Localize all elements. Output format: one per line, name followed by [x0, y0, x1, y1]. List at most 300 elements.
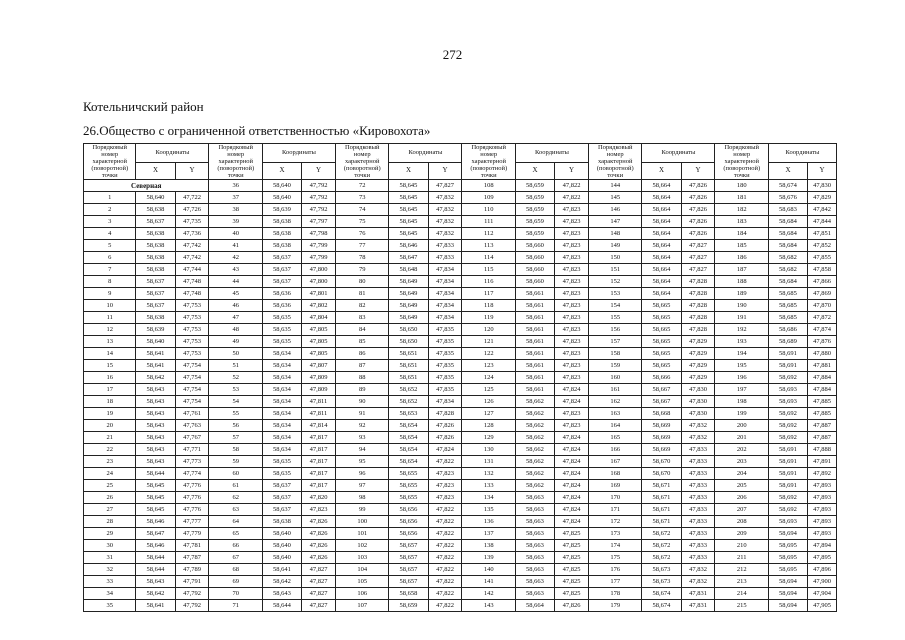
- point-number: 94: [335, 444, 388, 456]
- table-row: [84, 456, 837, 468]
- point-number: 207: [715, 504, 768, 516]
- point-number: 15: [84, 360, 136, 372]
- coord-y: 47,895: [808, 552, 837, 564]
- coord-y: 47,822: [428, 552, 462, 564]
- coord-x: 58,692: [768, 420, 807, 432]
- point-number: 193: [715, 336, 768, 348]
- coord-y: 47,827: [681, 264, 715, 276]
- coord-y: 47,835: [428, 324, 462, 336]
- point-number: 170: [588, 492, 641, 504]
- coord-y: 47,823: [555, 372, 589, 384]
- table-header: [84, 144, 837, 180]
- point-number: 103: [335, 552, 388, 564]
- point-number: 182: [715, 204, 768, 216]
- coord-x: 58,671: [642, 492, 681, 504]
- coord-y: 47,835: [428, 384, 462, 396]
- point-number: 71: [209, 600, 262, 612]
- table-row: [84, 588, 837, 600]
- coord-y: 47,779: [175, 528, 209, 540]
- coord-y: 47,824: [555, 492, 589, 504]
- coord-y: 47,824: [555, 516, 589, 528]
- coord-y: 47,817: [302, 456, 336, 468]
- coord-x: 58,691: [768, 444, 807, 456]
- point-number: 149: [588, 240, 641, 252]
- point-number: 158: [588, 348, 641, 360]
- point-number: 155: [588, 312, 641, 324]
- coord-x: 58,667: [642, 396, 681, 408]
- point-number: 51: [209, 360, 262, 372]
- coord-y: 47,835: [428, 336, 462, 348]
- point-number: 4: [84, 228, 136, 240]
- coord-x: 58,643: [136, 396, 175, 408]
- coord-y: 47,832: [681, 420, 715, 432]
- coord-x: 58,638: [262, 516, 301, 528]
- coord-y: 47,822: [428, 504, 462, 516]
- coord-y: 47,833: [681, 468, 715, 480]
- point-number: 5: [84, 240, 136, 252]
- coord-x: 58,652: [389, 384, 428, 396]
- point-number: 89: [335, 384, 388, 396]
- point-number-header: Порядковый номер характерной (поворотной) точки: [588, 144, 641, 180]
- point-number: 150: [588, 252, 641, 264]
- table-row: [84, 300, 837, 312]
- point-number: 70: [209, 588, 262, 600]
- coord-x: 58,666: [642, 372, 681, 384]
- point-number-header: Порядковый номер характерной (поворотной) точки: [335, 144, 388, 180]
- point-number: 124: [462, 372, 515, 384]
- coord-x: 58,691: [768, 468, 807, 480]
- coord-y: 47,826: [555, 600, 589, 612]
- coord-x: 58,634: [262, 372, 301, 384]
- coord-y: 47,823: [555, 360, 589, 372]
- coord-y: 47,831: [681, 588, 715, 600]
- table-row: [84, 528, 837, 540]
- coord-y: 47,804: [302, 312, 336, 324]
- coord-x: 58,691: [768, 360, 807, 372]
- organization-title: 26.Общество с ограниченной ответственностью «Кировохота»: [83, 123, 431, 138]
- coord-y: 47,820: [302, 492, 336, 504]
- point-number: 21: [84, 432, 136, 444]
- coord-x: 58,663: [515, 492, 554, 504]
- point-number: 148: [588, 228, 641, 240]
- point-number: 42: [209, 252, 262, 264]
- coord-x: 58,634: [262, 396, 301, 408]
- coord-y: 47,822: [428, 576, 462, 588]
- point-number: 22: [84, 444, 136, 456]
- coord-x: 58,654: [389, 420, 428, 432]
- table-row: [84, 372, 837, 384]
- point-number: 131: [462, 456, 515, 468]
- coord-y: 47,824: [555, 480, 589, 492]
- point-number: 123: [462, 360, 515, 372]
- coord-y: 47,851: [808, 228, 837, 240]
- table-row: [84, 552, 837, 564]
- point-number: 2: [84, 204, 136, 216]
- point-number: 41: [209, 240, 262, 252]
- point-number: 156: [588, 324, 641, 336]
- coord-x: 58,640: [136, 336, 175, 348]
- coord-x: 58,664: [642, 204, 681, 216]
- point-number: 14: [84, 348, 136, 360]
- point-number: 138: [462, 540, 515, 552]
- table-row: [84, 324, 837, 336]
- point-number: 75: [335, 216, 388, 228]
- point-number: 194: [715, 348, 768, 360]
- coord-x: 58,645: [389, 228, 428, 240]
- coord-x: 58,665: [642, 324, 681, 336]
- coord-x: 58,693: [768, 516, 807, 528]
- coord-y: 47,744: [175, 264, 209, 276]
- coord-x: 58,664: [642, 288, 681, 300]
- coord-x: 58,640: [136, 192, 175, 204]
- coord-x: 58,660: [515, 240, 554, 252]
- coord-y: 47,827: [681, 240, 715, 252]
- table-row: [84, 276, 837, 288]
- point-number: 33: [84, 576, 136, 588]
- coord-x: 58,664: [642, 264, 681, 276]
- coord-x: 58,692: [768, 504, 807, 516]
- coord-y: 47,884: [808, 384, 837, 396]
- coord-x: 58,692: [768, 432, 807, 444]
- coord-y: 47,894: [808, 540, 837, 552]
- point-number-header: Порядковый номер характерной (поворотной) точки: [715, 144, 768, 180]
- coord-x: 58,663: [515, 564, 554, 576]
- coord-x: 58,684: [768, 216, 807, 228]
- coord-y: 47,800: [302, 276, 336, 288]
- table-row: [84, 252, 837, 264]
- coord-x: 58,637: [136, 216, 175, 228]
- coord-x: 58,694: [768, 528, 807, 540]
- point-number: 16: [84, 372, 136, 384]
- coord-y: 47,748: [175, 276, 209, 288]
- coord-x: 58,661: [515, 372, 554, 384]
- x-header: X: [768, 162, 807, 179]
- coord-x: 58,651: [389, 360, 428, 372]
- coord-y: 47,829: [681, 360, 715, 372]
- point-number: 132: [462, 468, 515, 480]
- coord-y: 47,809: [302, 384, 336, 396]
- coord-y: 47,802: [302, 300, 336, 312]
- coord-y: 47,826: [681, 180, 715, 192]
- coord-y: 47,887: [808, 432, 837, 444]
- point-number: 98: [335, 492, 388, 504]
- point-number: 181: [715, 192, 768, 204]
- coord-y: 47,828: [681, 312, 715, 324]
- coordinates-header: Координаты: [136, 144, 209, 163]
- point-number-header: Порядковый номер характерной (поворотной) точки: [462, 144, 515, 180]
- point-number: 31: [84, 552, 136, 564]
- coord-y: 47,823: [428, 468, 462, 480]
- point-number: 11: [84, 312, 136, 324]
- coord-x: 58,635: [262, 336, 301, 348]
- point-number: 117: [462, 288, 515, 300]
- point-number: 48: [209, 324, 262, 336]
- coord-y: 47,892: [808, 468, 837, 480]
- point-number: 52: [209, 372, 262, 384]
- point-number: 191: [715, 312, 768, 324]
- coord-x: 58,645: [389, 192, 428, 204]
- coord-x: 58,637: [262, 276, 301, 288]
- table-row: [84, 240, 837, 252]
- coord-y: 47,822: [555, 180, 589, 192]
- point-number: 39: [209, 216, 262, 228]
- table-row: [84, 360, 837, 372]
- coord-y: 47,824: [428, 444, 462, 456]
- coord-x: 58,637: [262, 480, 301, 492]
- point-number: 68: [209, 564, 262, 576]
- point-number: 200: [715, 420, 768, 432]
- point-number: 20: [84, 420, 136, 432]
- x-header: X: [642, 162, 681, 179]
- coord-x: 58,672: [642, 540, 681, 552]
- coord-x: 58,635: [262, 468, 301, 480]
- y-header: Y: [302, 162, 336, 179]
- coord-y: 47,831: [681, 600, 715, 612]
- point-number: 215: [715, 600, 768, 612]
- coord-x: 58,661: [515, 300, 554, 312]
- point-number: 114: [462, 252, 515, 264]
- coord-y: 47,855: [808, 252, 837, 264]
- coord-x: 58,641: [136, 360, 175, 372]
- point-number: 144: [588, 180, 641, 192]
- coord-y: 47,825: [555, 576, 589, 588]
- point-number: 130: [462, 444, 515, 456]
- table-row: [84, 504, 837, 516]
- coordinates-header: Координаты: [262, 144, 335, 163]
- coord-x: 58,659: [515, 192, 554, 204]
- coord-x: 58,662: [515, 468, 554, 480]
- coord-x: 58,660: [515, 276, 554, 288]
- coord-x: 58,642: [136, 372, 175, 384]
- coord-y: 47,826: [428, 432, 462, 444]
- coord-y: 47,826: [302, 552, 336, 564]
- coord-x: 58,645: [136, 504, 175, 516]
- point-number: 107: [335, 600, 388, 612]
- coord-x: 58,662: [515, 480, 554, 492]
- point-number: 12: [84, 324, 136, 336]
- table-row: [84, 492, 837, 504]
- coord-x: 58,641: [136, 348, 175, 360]
- coord-y: 47,830: [681, 408, 715, 420]
- table-row: [84, 540, 837, 552]
- coord-y: 47,869: [808, 288, 837, 300]
- coord-x: 58,670: [642, 468, 681, 480]
- point-number: 179: [588, 600, 641, 612]
- coord-x: 58,649: [389, 276, 428, 288]
- coord-x: 58,638: [136, 228, 175, 240]
- coord-x: 58,663: [515, 528, 554, 540]
- coord-x: 58,637: [136, 288, 175, 300]
- coord-y: 47,753: [175, 336, 209, 348]
- coord-y: 47,833: [681, 528, 715, 540]
- coord-y: 47,827: [302, 576, 336, 588]
- table-row: [84, 396, 837, 408]
- point-number: 54: [209, 396, 262, 408]
- coord-y: 47,834: [428, 396, 462, 408]
- point-number: 72: [335, 180, 388, 192]
- coord-x: 58,639: [136, 324, 175, 336]
- table-row: [84, 180, 837, 192]
- coord-x: 58,672: [642, 552, 681, 564]
- coord-y: 47,893: [808, 504, 837, 516]
- coord-x: 58,664: [642, 180, 681, 192]
- point-number: 160: [588, 372, 641, 384]
- coord-x: 58,661: [515, 324, 554, 336]
- coord-x: 58,662: [515, 396, 554, 408]
- coord-y: 47,823: [555, 312, 589, 324]
- point-number: 17: [84, 384, 136, 396]
- coord-y: 47,833: [428, 240, 462, 252]
- coord-y: 47,735: [175, 216, 209, 228]
- coord-x: 58,663: [515, 588, 554, 600]
- coord-x: 58,647: [136, 528, 175, 540]
- coord-y: 47,826: [681, 192, 715, 204]
- point-number: 184: [715, 228, 768, 240]
- coord-y: 47,792: [302, 204, 336, 216]
- coord-y: 47,825: [555, 528, 589, 540]
- coord-y: 47,823: [555, 252, 589, 264]
- coord-x: 58,686: [768, 324, 807, 336]
- coord-x: 58,661: [515, 312, 554, 324]
- coord-x: 58,643: [136, 444, 175, 456]
- point-number: 116: [462, 276, 515, 288]
- coord-x: 58,691: [768, 348, 807, 360]
- y-header: Y: [808, 162, 837, 179]
- coord-x: 58,638: [262, 228, 301, 240]
- point-number: 183: [715, 216, 768, 228]
- point-number: 113: [462, 240, 515, 252]
- coord-x: 58,658: [389, 588, 428, 600]
- coord-x: 58,695: [768, 540, 807, 552]
- point-number: 121: [462, 336, 515, 348]
- point-number: 47: [209, 312, 262, 324]
- coord-x: 58,672: [642, 528, 681, 540]
- coord-y: 47,832: [428, 204, 462, 216]
- table-row: [84, 600, 837, 612]
- coord-y: 47,799: [302, 252, 336, 264]
- coord-y: 47,834: [428, 276, 462, 288]
- coord-y: 47,776: [175, 504, 209, 516]
- coord-y: 47,832: [428, 216, 462, 228]
- coord-x: 58,638: [136, 312, 175, 324]
- coord-y: 47,792: [302, 192, 336, 204]
- coord-y: 47,811: [302, 396, 336, 408]
- point-number: 199: [715, 408, 768, 420]
- point-number: 13: [84, 336, 136, 348]
- coord-y: 47,829: [681, 372, 715, 384]
- coord-y: 47,823: [555, 408, 589, 420]
- coord-x: 58,643: [262, 588, 301, 600]
- point-number: 58: [209, 444, 262, 456]
- point-number: 35: [84, 600, 136, 612]
- coord-y: 47,876: [808, 336, 837, 348]
- point-number: 38: [209, 204, 262, 216]
- point-number: 171: [588, 504, 641, 516]
- coord-x: 58,634: [262, 444, 301, 456]
- point-number: 210: [715, 540, 768, 552]
- coord-y: 47,827: [302, 600, 336, 612]
- point-number: 164: [588, 420, 641, 432]
- coord-y: 47,742: [175, 252, 209, 264]
- coord-y: 47,767: [175, 432, 209, 444]
- table-row: [84, 480, 837, 492]
- table-row: [84, 288, 837, 300]
- coord-y: 47,826: [681, 216, 715, 228]
- coord-x: 58,638: [136, 252, 175, 264]
- coord-x: 58,640: [262, 540, 301, 552]
- coord-x: 58,694: [768, 600, 807, 612]
- coord-y: 47,832: [428, 192, 462, 204]
- coord-y: 47,773: [175, 456, 209, 468]
- coord-y: 47,832: [681, 576, 715, 588]
- coord-y: 47,880: [808, 348, 837, 360]
- coord-x: 58,637: [262, 252, 301, 264]
- coord-x: 58,650: [389, 324, 428, 336]
- coord-y: 47,827: [302, 564, 336, 576]
- coord-y: 47,777: [175, 516, 209, 528]
- point-number: 177: [588, 576, 641, 588]
- coord-y: 47,823: [555, 288, 589, 300]
- x-header: X: [262, 162, 301, 179]
- coord-y: 47,833: [681, 444, 715, 456]
- coord-y: 47,824: [555, 444, 589, 456]
- point-number: 186: [715, 252, 768, 264]
- coord-x: 58,664: [642, 252, 681, 264]
- point-number: 57: [209, 432, 262, 444]
- coord-y: 47,754: [175, 384, 209, 396]
- point-number: 161: [588, 384, 641, 396]
- coord-y: 47,798: [302, 228, 336, 240]
- point-number: 6: [84, 252, 136, 264]
- coord-x: 58,656: [389, 504, 428, 516]
- coord-x: 58,671: [642, 504, 681, 516]
- coord-x: 58,646: [389, 240, 428, 252]
- point-number: 81: [335, 288, 388, 300]
- coord-x: 58,642: [136, 588, 175, 600]
- coord-x: 58,641: [262, 564, 301, 576]
- point-number: 43: [209, 264, 262, 276]
- point-number: 109: [462, 192, 515, 204]
- point-number: 28: [84, 516, 136, 528]
- coord-y: 47,817: [302, 444, 336, 456]
- coord-y: 47,825: [555, 588, 589, 600]
- coord-x: 58,671: [642, 516, 681, 528]
- coord-x: 58,674: [642, 600, 681, 612]
- coord-x: 58,639: [262, 204, 301, 216]
- coord-x: 58,662: [515, 432, 554, 444]
- point-number: 8: [84, 276, 136, 288]
- point-number: 195: [715, 360, 768, 372]
- coord-x: 58,695: [768, 552, 807, 564]
- coord-x: 58,692: [768, 408, 807, 420]
- coord-y: 47,870: [808, 300, 837, 312]
- coord-y: 47,817: [302, 432, 336, 444]
- page-number: 272: [442, 47, 463, 62]
- coord-y: 47,761: [175, 408, 209, 420]
- coord-x: 58,636: [262, 300, 301, 312]
- coord-y: 47,893: [808, 492, 837, 504]
- coord-y: 47,858: [808, 264, 837, 276]
- point-number: 145: [588, 192, 641, 204]
- coord-y: 47,844: [808, 216, 837, 228]
- coord-x: 58,664: [642, 216, 681, 228]
- coord-x: 58,664: [642, 276, 681, 288]
- point-number: 36: [209, 180, 262, 192]
- point-number: 203: [715, 456, 768, 468]
- point-number: 30: [84, 540, 136, 552]
- coord-y: 47,828: [681, 288, 715, 300]
- table-body: [84, 180, 837, 612]
